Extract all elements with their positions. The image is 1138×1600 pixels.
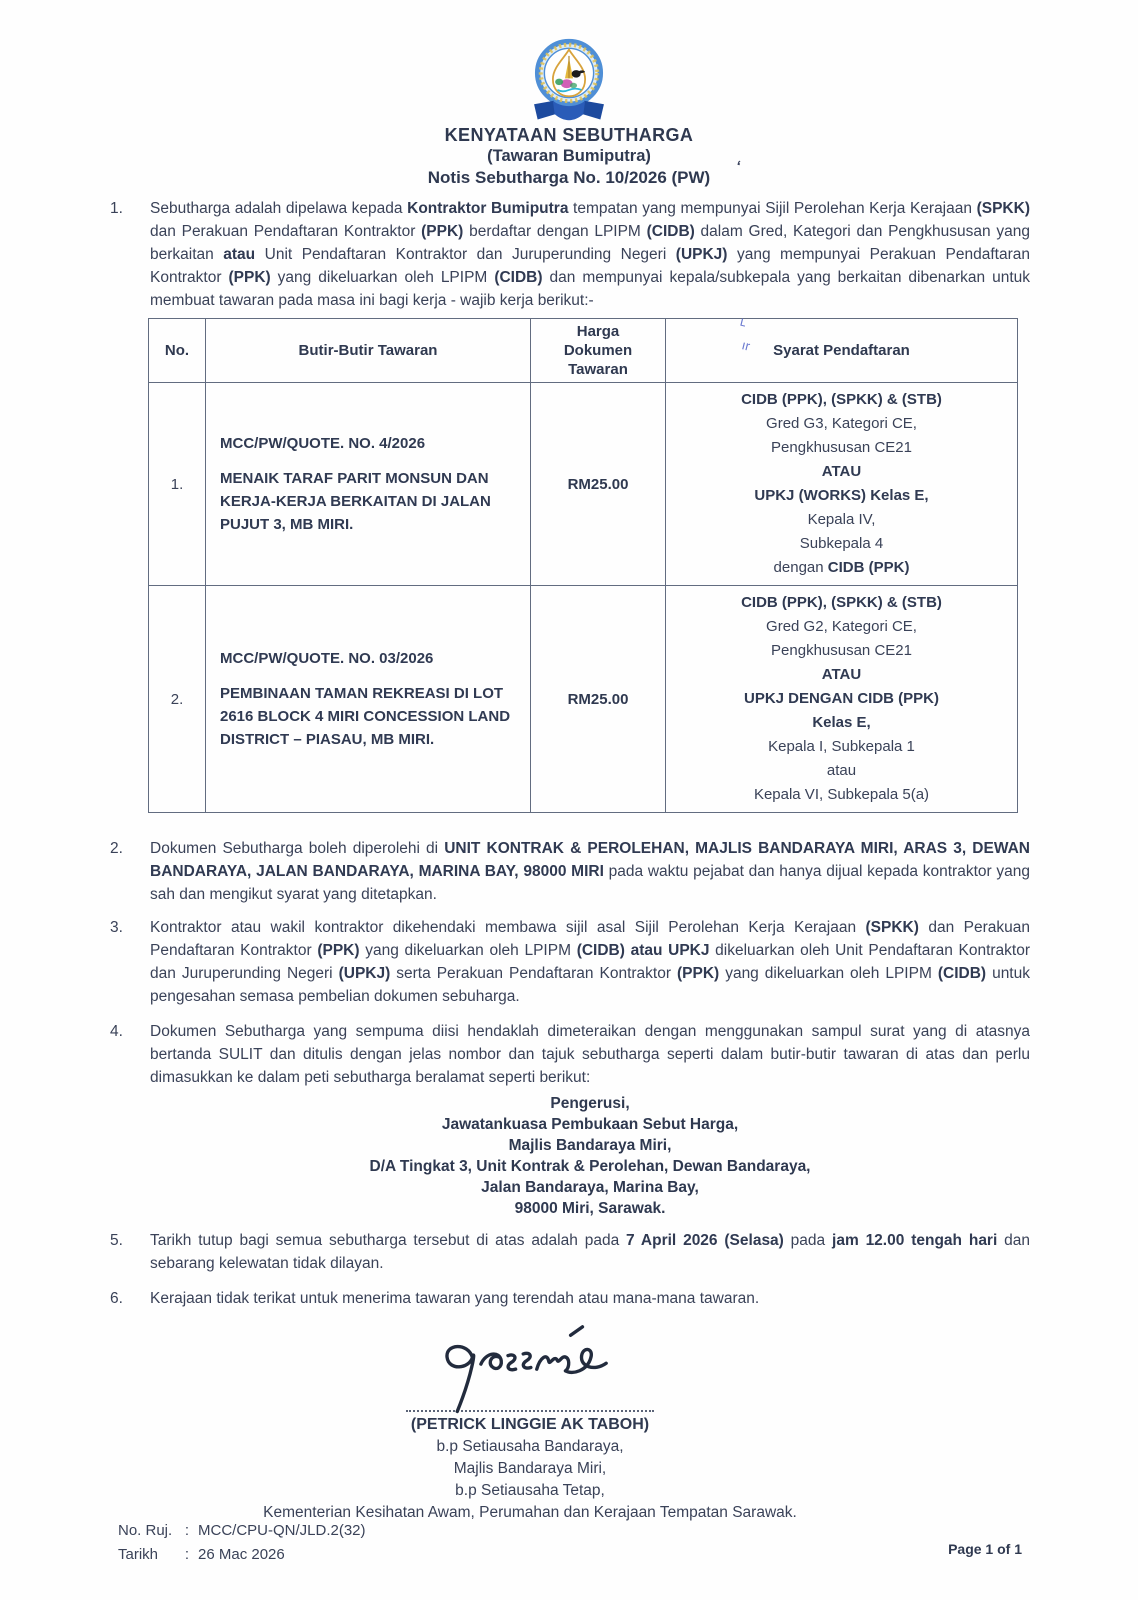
- clause-number: 5.: [110, 1232, 123, 1249]
- clause-number: 2.: [110, 840, 123, 857]
- clause-text: Dokumen Sebutharga boleh diperolehi di UNIT KONTRAK & PEROLEHAN, MAJLIS BANDARAYA MIRI, ARAS 3, DEWAN BANDARAYA, JALAN BANDARAYA, MARINA BAY, 98000 MIRI pada waktu pejabat dan hanya dijual kepada kontraktor yang sah dan mengikut syarat yang ditetapkan.: [150, 840, 1030, 903]
- clause-text: Dokumen Sebutharga yang sempuma diisi hendaklah dimeteraikan dengan menggunakan sampul surat yang di atasnya bertanda SULIT dan ditulis dengan jelas nombor dan tajuk sebutharga seperti dalam butir-butir tawaran di atas dan perlu dimasukkan ke dalam peti sebutharga beralamat seperti berikut:: [150, 1023, 1030, 1086]
- crest-icon: [519, 38, 619, 124]
- date-label: Tarikh: [118, 1546, 159, 1563]
- clause-text: Sebutharga adalah dipelawa kepada Kontraktor Bumiputra tempatan yang mempunyai Sijil Perolehan Kerja Kerajaan (SPKK) dan Perakuan Pendaftaran Kontraktor (PPK) berdaftar dengan LPIPM (CIDB) dalam Gred, Kategori dan Pengkhususan yang berkaitan atau Unit Pendaftaran Kontraktor dan Juruperunding Negeri (UPKJ) yang mempunyai Perakuan Pendaftaran Kontraktor (PPK) yang dikeluarkan oleh LPIPM (CIDB) dan mempunyai kepala/subkepala yang berkaitan dibenarkan untuk membuat tawaran pada masa ini bagi kerja - wajib kerja berikut:-: [150, 200, 1031, 309]
- registration-requirements: CIDB (PPK), (SPKK) & (STB) Gred G2, Kategori CE, Pengkhususan CE21 ATAU UPKJ DENGAN CIDB (PPK) Kelas E, Kepala I, Subkepala 1 atau Kepala VI, Subkepala 5(a): [666, 586, 1018, 813]
- ref-colon: :: [184, 1522, 190, 1539]
- clause-number: 3.: [110, 919, 123, 936]
- pen-tick-in-header-cell: ır: [740, 337, 752, 354]
- ref-label: No. Ruj.: [118, 1522, 173, 1539]
- clause-2: [0, 837, 1138, 906]
- document-title: KENYATAAN SEBUTHARGA: [444, 125, 694, 145]
- row-number: 2.: [149, 586, 206, 813]
- document-header: [0, 0, 1138, 189]
- signatory-titles: b.p Setiausaha Bandaraya, Majlis Bandaraya Miri, b.p Setiausaha Tetap, Kementerian Kesihatan Awam, Perumahan dan Kerajaan Tempatan Sarawak.: [263, 1438, 797, 1521]
- clause-1: [0, 197, 1138, 312]
- clause-number: 4.: [110, 1023, 123, 1040]
- clause-text: Kerajaan tidak terikat untuk menerima tawaran yang terendah atau mana-mana tawaran.: [150, 1290, 760, 1307]
- tender-description: MCC/PW/QUOTE. NO. 03/2026 PEMBINAAN TAMAN REKREASI DI LOT 2616 BLOCK 4 MIRI CONCESSION LAND DISTRICT – PIASAU, MB MIRI.: [206, 586, 531, 813]
- pen-tick-after-notice-no: ʻ: [734, 157, 743, 176]
- reference-footer: [118, 1519, 366, 1567]
- table-header-row: [149, 319, 1018, 383]
- submission-address-block: Pengerusi, Jawatankuasa Pembukaan Sebut Harga, Majlis Bandaraya Miri, D/A Tingkat 3, Unit Kontrak & Perolehan, Dewan Bandaraya, Jalan Bandaraya, Marina Bay, 98000 Miri, Sarawak.: [369, 1095, 811, 1217]
- table-row: [149, 383, 1018, 586]
- row-number: 1.: [149, 383, 206, 586]
- ref-value: MCC/CPU-QN/JLD.2(32): [198, 1522, 366, 1539]
- tender-items-table: [148, 318, 1018, 813]
- signature-block: [140, 1320, 920, 1524]
- col-header-butir: Butir-Butir Tawaran: [206, 319, 531, 383]
- document-price: RM25.00: [531, 586, 666, 813]
- signature-dotted-line: [406, 1410, 654, 1412]
- clause-5: [0, 1229, 1138, 1275]
- date-colon: :: [184, 1546, 190, 1563]
- handwritten-signature: [420, 1320, 640, 1420]
- clause-text: Kontraktor atau wakil kontraktor dikehendaki membawa sijil asal Sijil Perolehan Kerja Kerajaan (SPKK) dan Perakuan Pendaftaran Kontraktor (PPK) yang dikeluarkan oleh LPIPM (CIDB) atau UPKJ dikeluarkan oleh Unit Pendaftaran Kontraktor dan Juruperunding Negeri (UPKJ) serta Perakuan Pendaftaran Kontraktor (PPK) yang dikeluarkan oleh LPIPM (CIDB) untuk pengesahan semasa pembelian dokumen sebuharga.: [150, 919, 1031, 1005]
- clause-6: [0, 1287, 1138, 1310]
- col-header-harga: Harga Dokumen Tawaran: [531, 319, 666, 383]
- col-header-no: No.: [149, 319, 206, 383]
- miri-city-council-crest-logo: [0, 38, 1138, 124]
- registration-requirements: CIDB (PPK), (SPKK) & (STB) Gred G3, Kategori CE, Pengkhususan CE21 ATAU UPKJ (WORKS) Kelas E, Kepala IV, Subkepala 4 dengan CIDB (PPK): [666, 383, 1018, 586]
- table-row: [149, 586, 1018, 813]
- document-subtitle: (Tawaran Bumiputra): [487, 147, 651, 165]
- reference-number-row: [118, 1519, 366, 1543]
- col-header-syarat: Syarat Pendaftaran: [666, 319, 1018, 383]
- clause-number: 1.: [110, 200, 123, 217]
- document-price: RM25.00: [531, 383, 666, 586]
- tender-description: MCC/PW/QUOTE. NO. 4/2026 MENAIK TARAF PARIT MONSUN DAN KERJA-KERJA BERKAITAN DI JALAN PUJUT 3, MB MIRI.: [206, 383, 531, 586]
- notice-number-line: Notis Sebutharga No. 10/2026 (PW): [427, 168, 711, 187]
- pen-tick-above-table: ւ: [738, 313, 748, 330]
- signatory-name: (PETRICK LINGGIE AK TABOH): [410, 1416, 650, 1433]
- clause-3: [0, 916, 1138, 1008]
- date-value: 26 Mac 2026: [198, 1546, 285, 1563]
- date-row: [118, 1543, 366, 1567]
- page-number: Page 1 of 1: [948, 1541, 1022, 1557]
- clause-number: 6.: [110, 1290, 123, 1307]
- clause-text: Tarikh tutup bagi semua sebutharga tersebut di atas adalah pada 7 April 2026 (Selasa) pada jam 12.00 tengah hari dan sebarang kelewatan tidak dilayan.: [150, 1232, 1030, 1272]
- clause-4: [0, 1020, 1138, 1089]
